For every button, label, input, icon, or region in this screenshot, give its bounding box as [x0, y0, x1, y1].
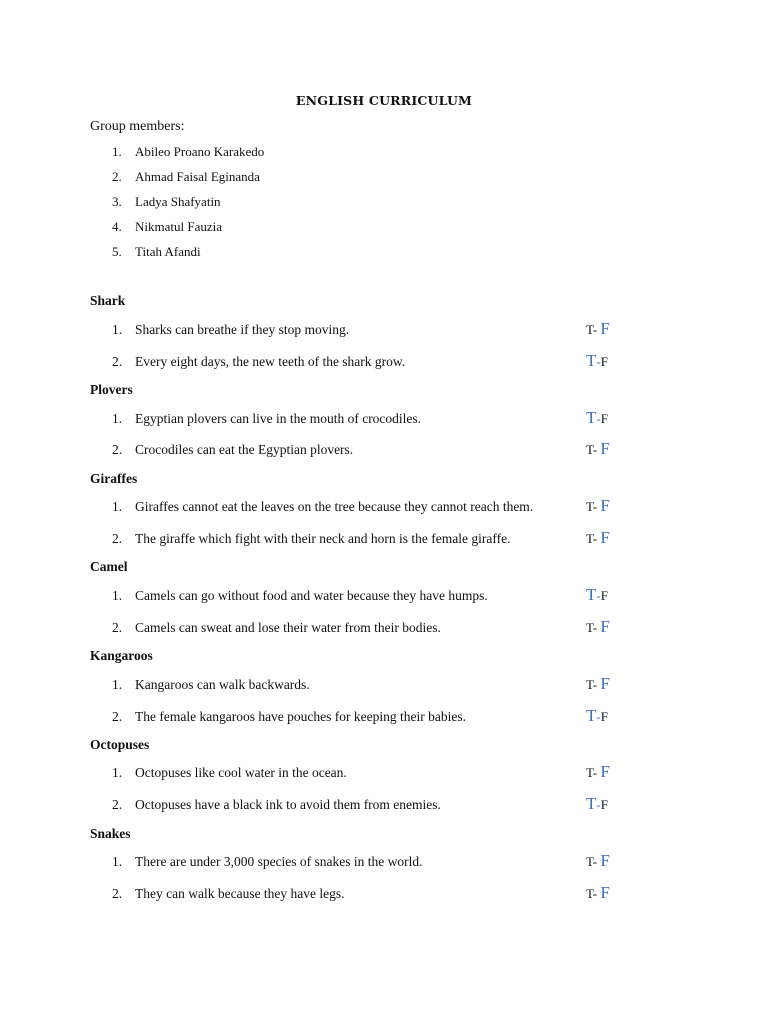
question-item — [112, 442, 353, 458]
true-letter: T — [586, 408, 597, 427]
question-number: 1. — [112, 499, 123, 514]
answer-separator: - — [592, 499, 601, 514]
true-letter: T — [586, 886, 593, 901]
question-number: 2. — [112, 354, 123, 369]
question-item — [112, 411, 421, 427]
question-item — [112, 588, 488, 604]
question-text: Octopuses have a black ink to avoid them from enemies. — [135, 797, 441, 812]
true-letter: T — [586, 585, 597, 604]
question-number: 1. — [112, 322, 123, 337]
question-text: Camels can go without food and water because they have humps. — [135, 588, 488, 603]
answer-separator: - — [592, 765, 601, 780]
false-letter: F — [600, 883, 610, 902]
false-letter: F — [600, 851, 610, 870]
member-name: Titah Afandi — [135, 244, 201, 259]
question-item — [112, 354, 405, 370]
true-false-answer — [586, 319, 610, 339]
member-name: Ahmad Faisal Eginanda — [135, 169, 260, 184]
question-text: There are under 3,000 species of snakes in the world. — [135, 854, 423, 869]
member-number: 5. — [112, 244, 122, 259]
question-text: The giraffe which fight with their neck and horn is the female giraffe. — [135, 531, 511, 546]
question-item — [112, 854, 423, 870]
true-letter: T — [586, 322, 593, 337]
question-item — [112, 531, 511, 547]
question-text: Every eight days, the new teeth of the shark grow. — [135, 354, 406, 369]
section-title-camel: Camel — [90, 559, 128, 574]
question-number: 1. — [112, 677, 123, 692]
group-members-label: Group members: — [90, 119, 185, 134]
question-item — [112, 322, 349, 338]
question-item — [112, 886, 345, 902]
question-item — [112, 709, 466, 725]
question-number: 2. — [112, 886, 123, 901]
question-number: 2. — [112, 620, 123, 635]
question-number: 1. — [112, 765, 123, 780]
question-text: Crocodiles can eat the Egyptian plovers. — [135, 442, 354, 457]
false-letter: F — [600, 439, 610, 458]
section-title-octopuses: Octopuses — [90, 737, 150, 752]
true-letter: T — [586, 706, 597, 725]
question-text: Giraffes cannot eat the leaves on the tree because they cannot reach them. — [135, 499, 534, 514]
answer-separator: - — [592, 677, 601, 692]
member-number: 4. — [112, 219, 122, 234]
question-text: Egyptian plovers can live in the mouth of crocodiles. — [135, 411, 422, 426]
section-title-kangaroos: Kangaroos — [90, 648, 153, 663]
document-title: ENGLISH CURRICULUM — [295, 93, 473, 108]
question-number: 2. — [112, 709, 123, 724]
answer-separator: - — [592, 620, 601, 635]
true-letter: T — [586, 765, 593, 780]
question-text: They can walk because they have legs. — [135, 886, 345, 901]
question-item — [112, 797, 441, 813]
true-letter: T — [586, 499, 593, 514]
true-false-answer — [586, 585, 608, 605]
member-name: Nikmatul Fauzia — [135, 219, 223, 234]
answer-separator: - — [596, 709, 601, 724]
member-name: Abileo Proano Karakedo — [135, 144, 265, 159]
true-false-answer — [586, 408, 608, 428]
true-false-answer — [586, 762, 610, 782]
member-number: 3. — [112, 194, 122, 209]
answer-separator: - — [592, 886, 601, 901]
question-number: 1. — [112, 854, 123, 869]
true-false-answer — [586, 794, 608, 814]
false-letter: F — [600, 617, 610, 636]
true-letter: T — [586, 620, 593, 635]
member-item — [112, 144, 264, 160]
question-text: Camels can sweat and lose their water from their bodies. — [135, 620, 441, 635]
true-letter: T — [586, 794, 597, 813]
member-item — [112, 219, 222, 235]
member-number: 1. — [112, 144, 122, 159]
answer-separator: - — [596, 354, 601, 369]
true-false-answer — [586, 351, 608, 371]
member-name: Ladya Shafyatin — [135, 194, 221, 209]
true-letter: T — [586, 531, 593, 546]
question-item — [112, 499, 533, 515]
true-false-answer — [586, 674, 610, 694]
false-letter: F — [600, 762, 610, 781]
true-false-answer — [586, 496, 610, 516]
false-letter: F — [600, 411, 608, 426]
true-false-answer — [586, 851, 610, 871]
section-title-shark: Shark — [90, 293, 126, 308]
question-number: 2. — [112, 797, 123, 812]
section-title-snakes: Snakes — [90, 826, 131, 841]
question-item — [112, 677, 310, 693]
true-false-answer — [586, 439, 610, 459]
section-title-giraffes: Giraffes — [90, 471, 138, 486]
member-item — [112, 194, 221, 210]
true-letter: T — [586, 351, 597, 370]
true-letter: T — [586, 442, 593, 457]
member-item — [112, 169, 260, 185]
true-false-answer — [586, 617, 610, 637]
question-item — [112, 765, 347, 781]
answer-separator: - — [592, 322, 601, 337]
true-false-answer — [586, 706, 608, 726]
false-letter: F — [600, 588, 608, 603]
question-text: Kangaroos can walk backwards. — [135, 677, 310, 692]
member-number: 2. — [112, 169, 122, 184]
answer-separator: - — [596, 411, 601, 426]
question-text: Octopuses like cool water in the ocean. — [135, 765, 347, 780]
question-number: 2. — [112, 442, 123, 457]
true-letter: T — [586, 854, 593, 869]
answer-separator: - — [592, 442, 601, 457]
answer-separator: - — [596, 588, 601, 603]
question-number: 1. — [112, 411, 123, 426]
true-false-answer — [586, 528, 610, 548]
question-number: 2. — [112, 531, 123, 546]
true-letter: T — [586, 677, 593, 692]
question-number: 1. — [112, 588, 123, 603]
question-text: The female kangaroos have pouches for keeping their babies. — [135, 709, 466, 724]
question-text: Sharks can breathe if they stop moving. — [135, 322, 350, 337]
false-letter: F — [600, 319, 610, 338]
section-title-plovers: Plovers — [90, 382, 133, 397]
answer-separator: - — [592, 531, 601, 546]
false-letter: F — [600, 354, 608, 369]
answer-separator: - — [596, 797, 601, 812]
member-item — [112, 244, 201, 260]
false-letter: F — [600, 709, 608, 724]
false-letter: F — [600, 797, 608, 812]
question-item — [112, 620, 441, 636]
false-letter: F — [600, 496, 610, 515]
false-letter: F — [600, 528, 610, 547]
true-false-answer — [586, 883, 610, 903]
answer-separator: - — [592, 854, 601, 869]
false-letter: F — [600, 674, 610, 693]
